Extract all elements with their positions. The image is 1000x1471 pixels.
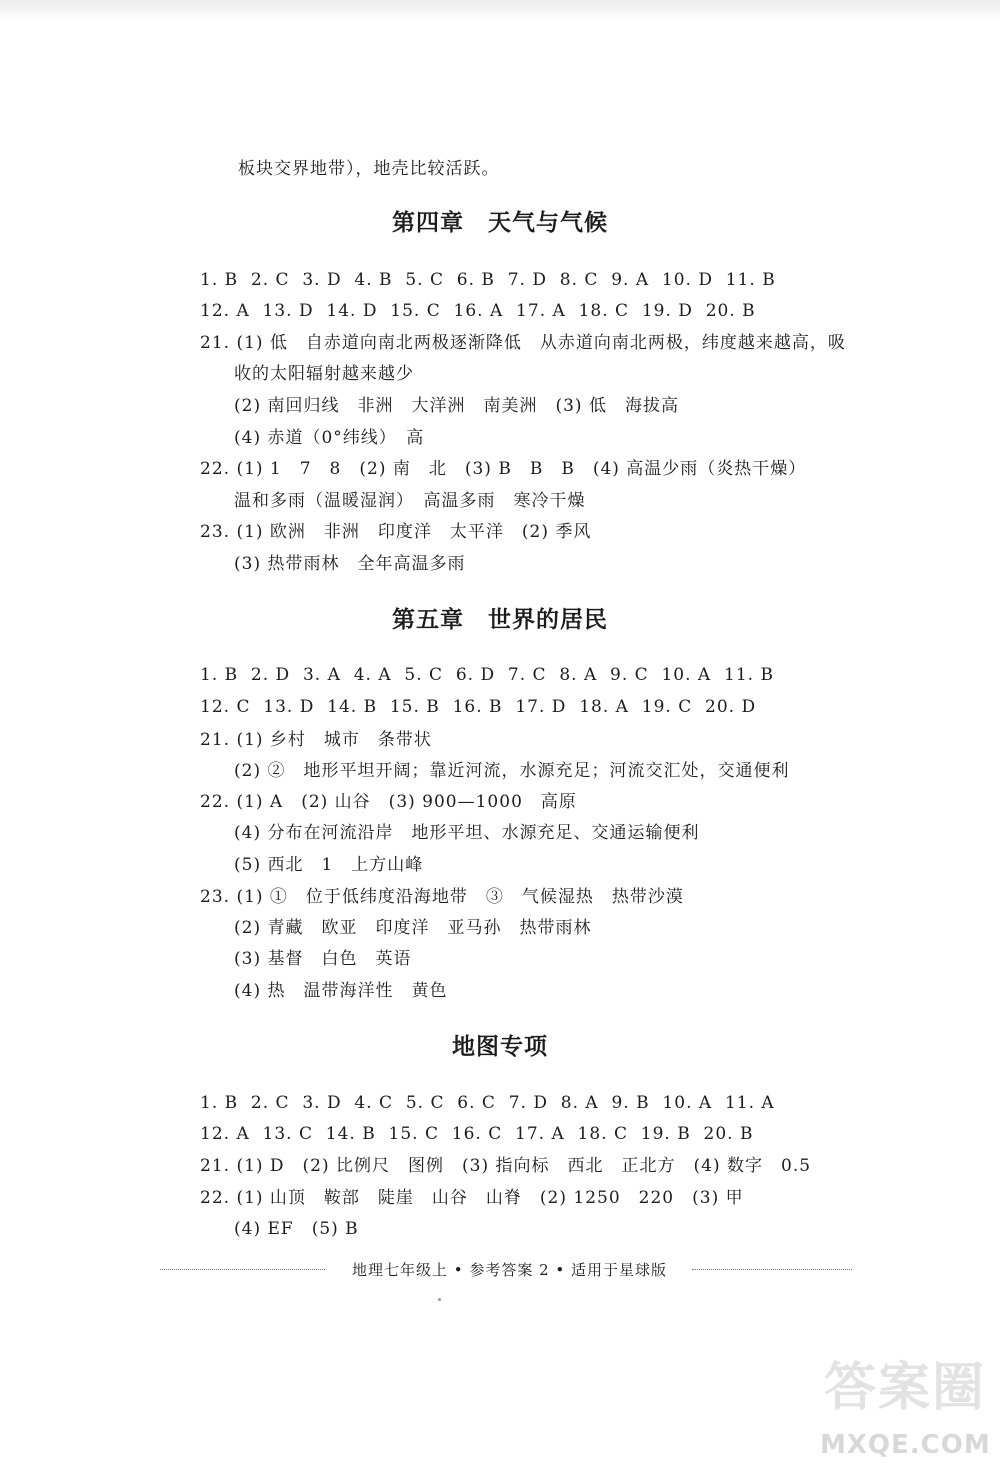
chapter4-line: 22. (1) 1 7 8 (2) 南 北 (3) B B B (4) 高温少雨（炎热干燥） xyxy=(200,459,807,479)
chapter4-line: 23. (1) 欧洲 非洲 印度洋 太平洋 (2) 季风 xyxy=(200,522,592,542)
chapter5-line: 23. (1) ① 位于低纬度沿海地带 ③ 气候湿热 热带沙漠 xyxy=(200,887,684,907)
map-section-title: 地图专项 xyxy=(452,1034,548,1060)
watermark-logo: 答案圈 xyxy=(823,1358,986,1418)
chapter5-line: 12. C 13. D 14. B 15. B 16. B 17. D 18. A 19. C 20. D xyxy=(200,697,757,717)
chapter5-line: 1. B 2. D 3. A 4. A 5. C 6. D 7. C 8. A 9. C 10. A 11. B xyxy=(200,665,774,685)
chapter4-line: (3) 热带雨林 全年高温多雨 xyxy=(234,554,466,574)
map-section-line: 12. A 13. C 14. B 15. C 16. C 17. A 18. C 19. B 20. B xyxy=(200,1124,754,1144)
chapter4-line: (4) 赤道（0°纬线） 高 xyxy=(234,428,425,448)
chapter4-line: 12. A 13. D 14. D 15. C 16. A 17. A 18. C 19. D 20. B xyxy=(200,301,756,321)
chapter5-line: (2) 青藏 欧亚 印度洋 亚马孙 热带雨林 xyxy=(234,918,592,938)
chapter4-line: 温和多雨（温暖湿润） 高温多雨 寒冷干燥 xyxy=(234,491,586,511)
map-section-line: (4) EF (5) B xyxy=(234,1219,359,1239)
chapter4-line: 1. B 2. C 3. D 4. B 5. C 6. B 7. D 8. C 9. A 10. D 11. B xyxy=(200,270,776,290)
scan-edge xyxy=(0,0,1000,22)
footer-rule-left xyxy=(160,1269,325,1270)
chapter5-line: (3) 基督 白色 英语 xyxy=(234,949,412,969)
chapter5-line: (5) 西北 1 上方山峰 xyxy=(234,855,424,875)
map-section-line: 22. (1) 山顶 鞍部 陡崖 山谷 山脊 (2) 1250 220 (3) 甲 xyxy=(200,1188,744,1208)
footer-text: 地理七年级上 • 参考答案 2 • 适用于星球版 xyxy=(351,1261,668,1279)
chapter5-line: (2) ② 地形平坦开阔；靠近河流，水源充足；河流交汇处，交通便利 xyxy=(234,761,790,781)
chapter5-title: 第五章 世界的居民 xyxy=(392,607,608,633)
chapter5-line: (4) 热 温带海洋性 黄色 xyxy=(234,981,448,1001)
chapter4-line: 收的太阳辐射越来越少 xyxy=(234,364,414,384)
chapter4-title: 第四章 天气与气候 xyxy=(392,210,608,236)
footer-rule-right xyxy=(692,1269,852,1270)
chapter5-line: 22. (1) A (2) 山谷 (3) 900—1000 高原 xyxy=(200,792,577,812)
chapter5-line: 21. (1) 乡村 城市 条带状 xyxy=(200,730,432,750)
watermark-url: MXQE.COM xyxy=(820,1430,991,1460)
chapter4-line: (2) 南回归线 非洲 大洋洲 南美洲 (3) 低 海拔高 xyxy=(234,396,679,416)
map-section-line: 21. (1) D (2) 比例尺 图例 (3) 指向标 西北 正北方 (4) 数字 0.5 xyxy=(200,1156,812,1176)
map-section-line: 1. B 2. C 3. D 4. C 5. C 6. C 7. D 8. A 9. B 10. A 11. A xyxy=(200,1093,775,1113)
intro-line: 板块交界地带），地壳比较活跃。 xyxy=(238,159,500,179)
chapter4-line: 21. (1) 低 自赤道向南北两极逐渐降低 从赤道向南北两极，纬度越来越高，吸 xyxy=(200,333,846,353)
scan-speck xyxy=(438,1298,441,1301)
page-footer xyxy=(160,1258,852,1282)
watermark xyxy=(820,1352,990,1467)
chapter5-line: (4) 分布在河流沿岸 地形平坦、水源充足、交通运输便利 xyxy=(234,823,700,843)
